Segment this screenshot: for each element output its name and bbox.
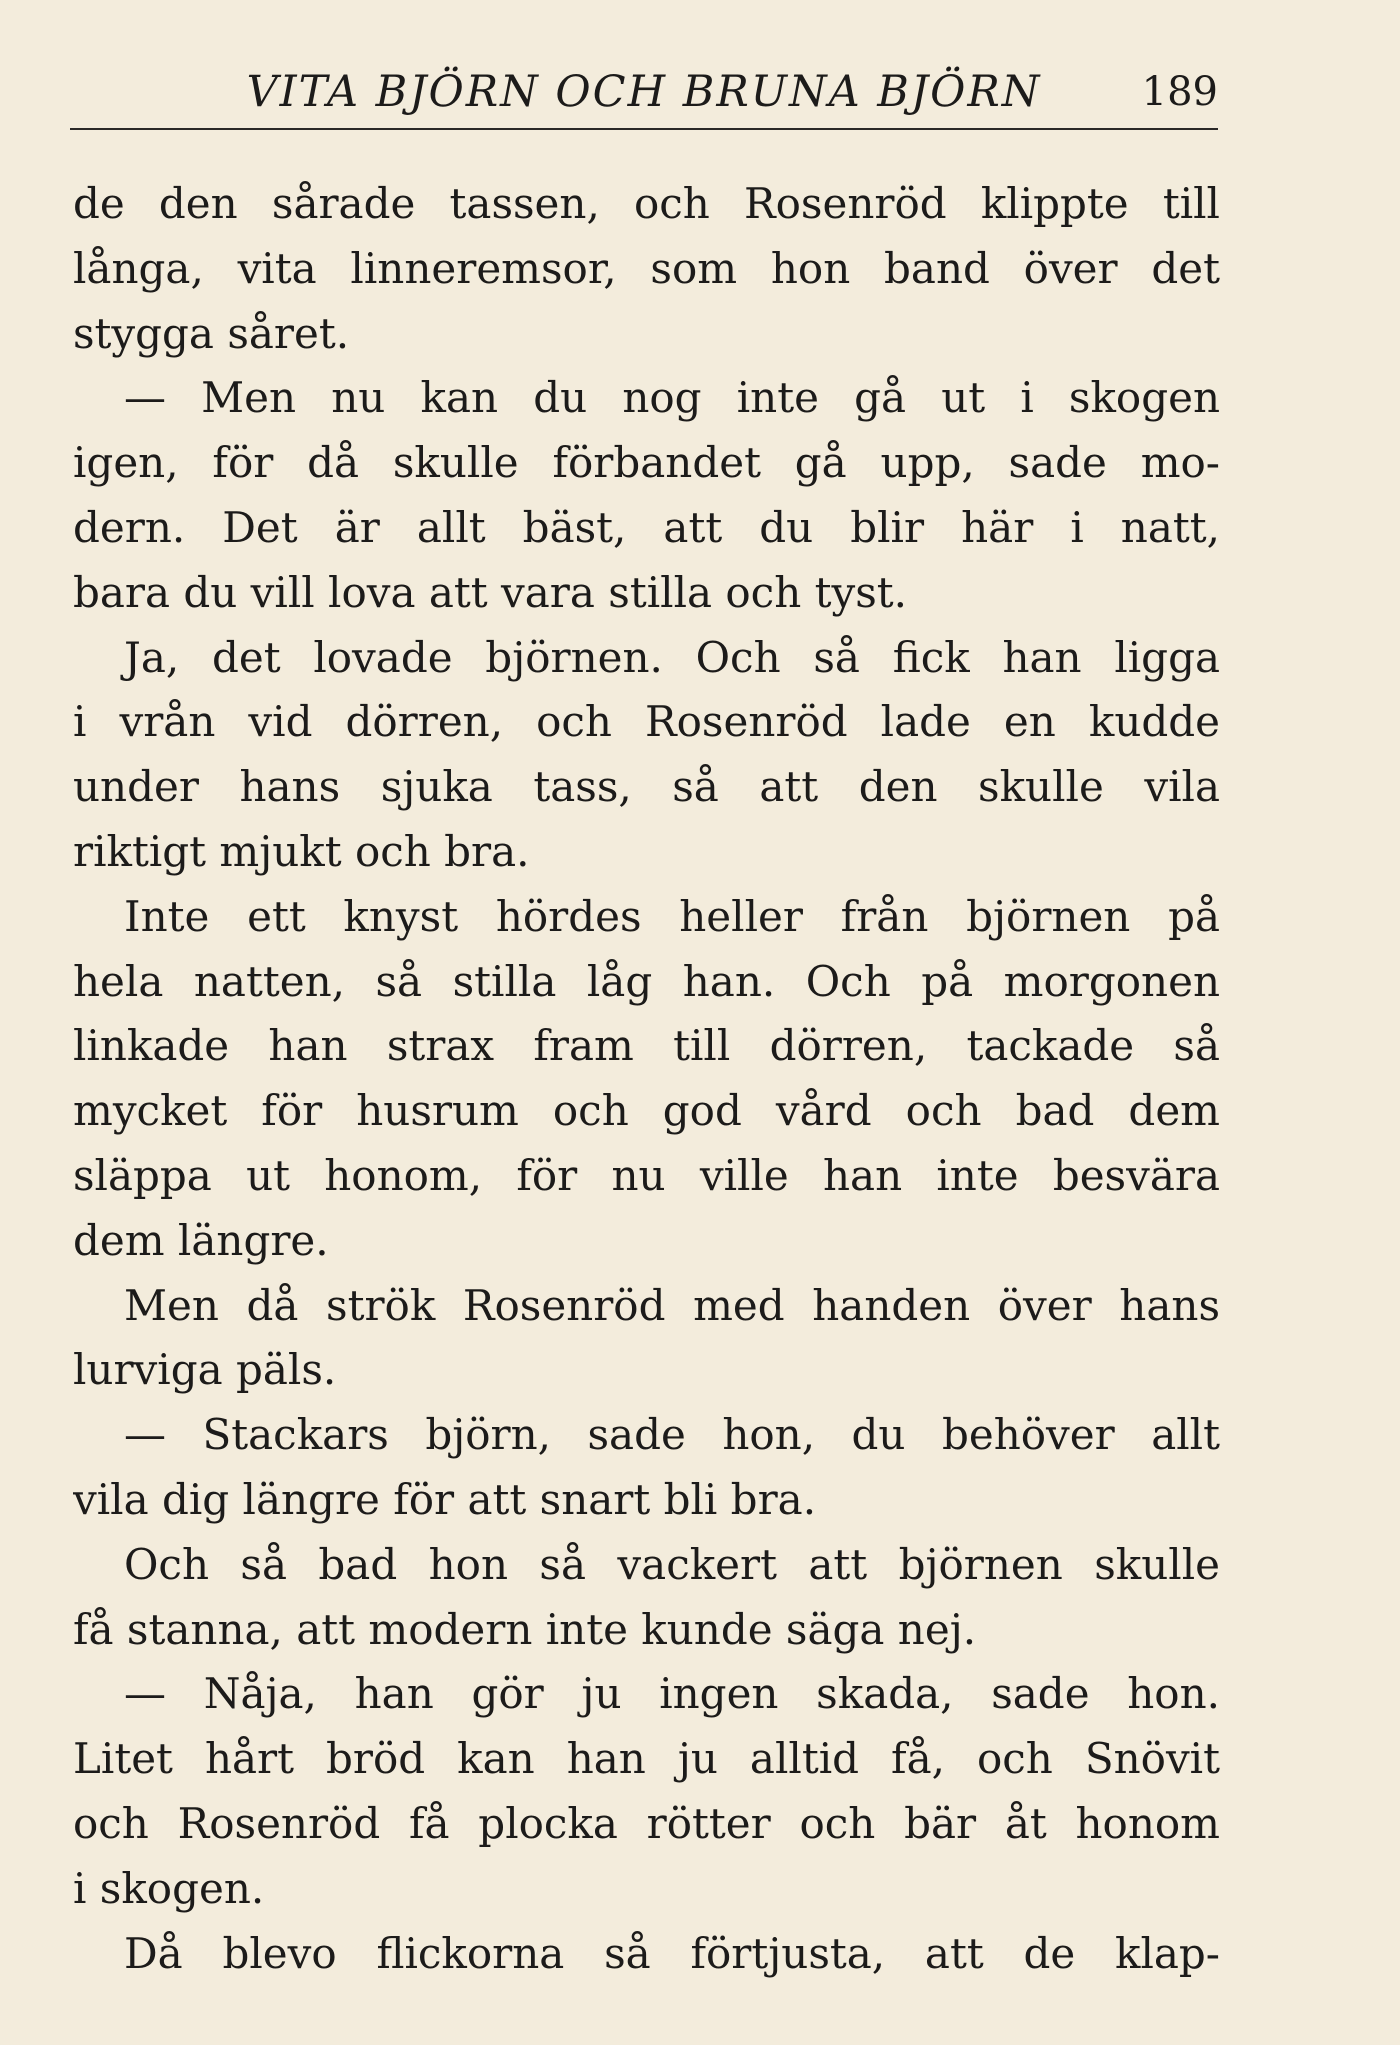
- text-line: och Rosenröd få plocka rötter och bär åt honom: [73, 1798, 1220, 1848]
- text-line: få stanna, att modern inte kunde säga nej.: [73, 1604, 977, 1654]
- page-number: 189: [1141, 69, 1218, 115]
- text-line: dern. Det är allt bäst, att du blir här i natt,: [73, 502, 1220, 552]
- text-line: — Men nu kan du nog inte gå ut i skogen: [124, 373, 1220, 423]
- text-line: Inte ett knyst hördes heller från björnen på: [124, 891, 1220, 941]
- text-line: Och så bad hon så vackert att björnen skulle: [124, 1539, 1220, 1589]
- text-line: Då blevo flickorna så förtjusta, att de klap-: [124, 1928, 1220, 1978]
- text-line: stygga såret.: [73, 308, 350, 358]
- text-line: de den sårade tassen, och Rosenröd klippte till: [73, 179, 1220, 228]
- text-line: — Stackars björn, sade hon, du behöver allt: [124, 1410, 1220, 1460]
- running-title: VITA BJÖRN OCH BRUNA BJÖRN: [246, 67, 1042, 117]
- text-line: linkade han strax fram till dörren, tackade så: [73, 1021, 1220, 1071]
- text-line: under hans sjuka tass, så att den skulle vila: [73, 762, 1220, 812]
- text-line: långa, vita linneremsor, som hon band över det: [73, 243, 1220, 293]
- running-head: [70, 62, 1218, 122]
- text-line: Litet hårt bröd kan han ju alltid få, och Snövit: [73, 1734, 1220, 1784]
- text-line: igen, för då skulle förbandet gå upp, sade mo-: [73, 438, 1220, 488]
- text-line: i vrån vid dörren, och Rosenröd lade en kudde: [73, 697, 1220, 747]
- text-line: i skogen.: [73, 1863, 265, 1913]
- text-line: dem längre.: [73, 1215, 329, 1265]
- header-rule: [70, 128, 1218, 130]
- text-line: Men då strök Rosenröd med handen över hans: [124, 1280, 1220, 1330]
- text-line: mycket för husrum och god vård och bad dem: [73, 1086, 1220, 1136]
- text-line: Ja, det lovade björnen. Och så fick han ligga: [124, 632, 1220, 682]
- text-line: vila dig längre för att snart bli bra.: [73, 1474, 817, 1524]
- text-line: släppa ut honom, för nu ville han inte besvära: [73, 1150, 1220, 1200]
- text-line: — Nåja, han gör ju ingen skada, sade hon.: [124, 1669, 1220, 1719]
- text-line: hela natten, så stilla låg han. Och på morgonen: [73, 956, 1220, 1006]
- text-line: bara du vill lova att vara stilla och tyst.: [73, 567, 907, 617]
- text-body: [73, 172, 1220, 1986]
- text-line: riktigt mjukt och bra.: [73, 826, 530, 876]
- text-line: lurviga päls.: [73, 1345, 337, 1395]
